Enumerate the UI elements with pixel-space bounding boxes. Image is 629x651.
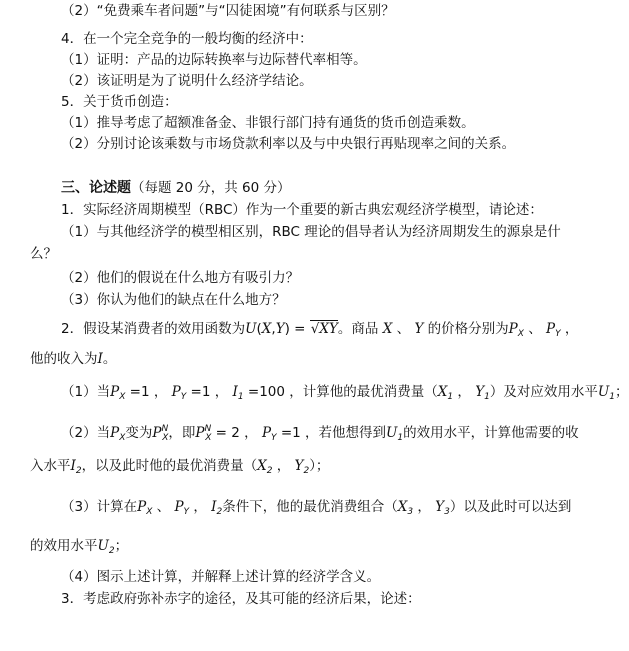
text-seg: 2．假设某消费者的效用函数为 xyxy=(61,321,246,337)
section-heading xyxy=(61,179,291,197)
text-seg: （2）当 xyxy=(61,425,111,441)
text-seg: ； xyxy=(114,538,129,554)
text-seg: ，即 xyxy=(168,425,196,441)
text-seg: 的价格分别为 xyxy=(427,321,509,337)
text-seg: 的效用水平，计算他需要的收 xyxy=(403,425,579,441)
text-seg: 他的收入为 xyxy=(30,351,98,367)
text-seg: ，以及此时他的最优消费量（ xyxy=(81,458,258,474)
text-line: （2）该证明是为了说明什么经济学结论。 xyxy=(61,73,313,89)
part-1: （1）当$P_X =1$ ， $P_Y =1$ ， $I_1 =100$ ，计算他的最优消费量（$X_1$ ， $Y_1$）及对应效用水平$U_1$； xyxy=(61,384,629,402)
text-line: 的效用水平$U_2$； xyxy=(30,538,129,556)
text-seg: 变为 xyxy=(125,425,153,441)
text-line: （1）推导考虑了超额准备金、非银行部门持有通货的货币创造乘数。 xyxy=(61,115,475,131)
question-5-heading: 5．关于货币创造： xyxy=(61,94,178,110)
text-line: （3）你认为他们的缺点在什么地方？ xyxy=(61,292,286,308)
essay-3-heading: 3．考虑政府弥补赤字的途径，及其可能的经济后果，论述： xyxy=(61,591,421,607)
text-line: （2）他们的假说在什么地方有吸引力？ xyxy=(61,270,300,286)
text-line: （1）证明：产品的边际转换率与边际替代率相等。 xyxy=(61,52,367,68)
utility-function: U xyxy=(245,321,257,337)
text-line: 么？ xyxy=(30,246,57,262)
part-3: （3）计算在$P_X$ 、 $P_Y$ ， $I_2$条件下，他的最优消费组合（$X_3$ ， $Y_3$）以及此时可以达到 xyxy=(61,499,572,517)
text-line: （2）“免费乘车者问题”与“囚徒困境”有何联系与区别？ xyxy=(61,3,395,19)
essay-2-heading: 2．假设某消费者的效用函数为U(X,Y) = √XY。商品 X 、 Y 的价格分别为$P_X$ 、 $P_Y$ ， xyxy=(61,321,579,339)
text-line: 入水平$I_2$，以及此时他的最优消费量（$X_2$ ， $Y_2$）； xyxy=(30,458,330,476)
section-title: 三、论述题 xyxy=(61,180,131,196)
text-seg: 。商品 xyxy=(337,321,379,337)
part-2: （2）当$P_X$变为$P^N_X$，即$P^N_X = 2$ ， $P_Y =1$ ，若他想得到$U_1$的效用水平，计算他需要的收 xyxy=(61,424,579,443)
text-line: 他的收入为I。 xyxy=(30,351,117,367)
text-line: （2）分别讨论该乘数与市场贷款利率以及与中央银行再贴现率之间的关系。 xyxy=(61,136,516,152)
part-4: （4）图示上述计算，并解释上述计算的经济学含义。 xyxy=(61,569,381,585)
text-seg: （1）当 xyxy=(61,384,111,400)
text-seg: ，计算他的最优消费量（ xyxy=(289,384,438,400)
text-seg: ，若他想得到 xyxy=(305,425,387,441)
question-4-heading: 4．在一个完全竞争的一般均衡的经济中： xyxy=(61,31,313,47)
text-seg: 。 xyxy=(102,351,117,367)
text-seg: ）以及此时可以达到 xyxy=(449,499,572,515)
essay-1-heading: 1．实际经济周期模型（RBC）作为一个重要的新古典宏观经济学模型，请论述： xyxy=(61,202,543,218)
section-note: （每题 20 分，共 60 分） xyxy=(131,180,291,196)
text-seg: 入水平 xyxy=(30,458,71,474)
text-seg: 的效用水平 xyxy=(30,538,98,554)
text-line: （1）与其他经济学的模型相区别，RBC 理论的倡导者认为经济周期发生的源泉是什 xyxy=(61,224,561,240)
text-seg: 条件下，他的最优消费组合（ xyxy=(222,499,398,515)
text-seg: ）； xyxy=(309,458,330,474)
text-seg: ）及对应效用水平 xyxy=(489,384,598,400)
text-seg: （3）计算在 xyxy=(61,499,138,515)
